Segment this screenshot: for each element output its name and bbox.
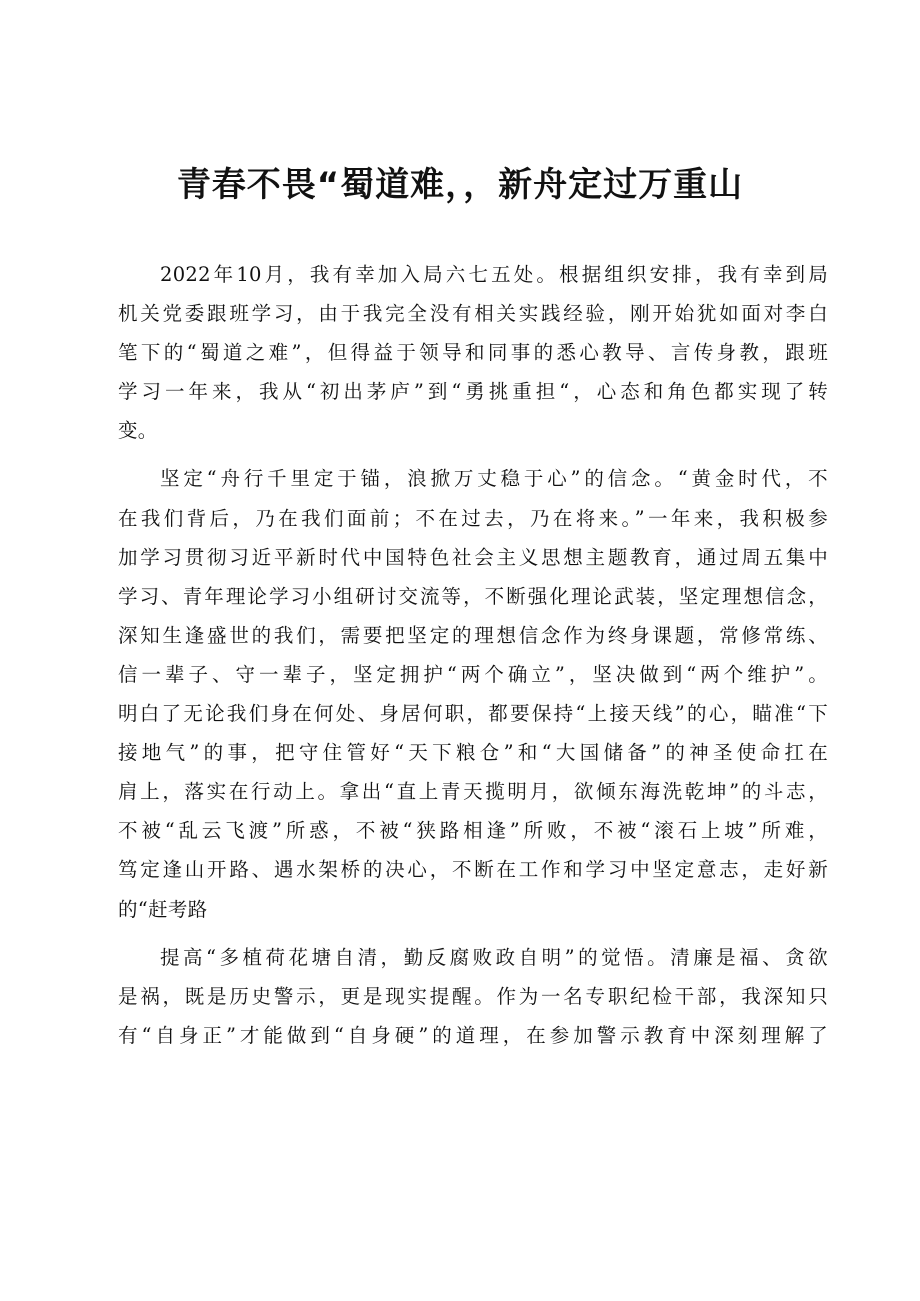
paragraph-spacer (118, 929, 828, 938)
text-line: 明白了无论我们身在何处、身居何职，都要保持“上接天线”的心，瞄准“下 (118, 702, 828, 726)
text-line: 变。 (118, 419, 158, 443)
text-line: 信一辈子、守一辈子，坚定拥护“两个确立”，坚决做到“两个维护”。 (118, 662, 828, 686)
text-line: 提高“多植荷花塘自清，勤反腐败政自明”的觉悟。清廉是福、贪欲 (160, 945, 828, 969)
text-line: 机关党委跟班学习，由于我完全没有相关实践经验，刚开始犹如面对李白 (118, 302, 828, 326)
text-line: 是祸，既是历史警示，更是现实提醒。作为一名专职纪检干部，我深知只 (118, 984, 828, 1008)
document-body (118, 255, 828, 1055)
text-line: 2022年10月，我有幸加入局六七五处。根据组织安排，我有幸到局 (160, 263, 828, 286)
paragraph-2 (118, 459, 828, 928)
text-line: 坚定“舟行千里定于锚，浪掀万丈稳于心”的信念。“黄金时代，不 (160, 467, 828, 491)
text-line: 深知生逢盛世的我们，需要把坚定的理想信念作为终身课题，常修常练、 (118, 623, 828, 647)
text-line: 学习、青年理论学习小组研讨交流等，不断强化理论武装，坚定理想信念， (118, 584, 828, 608)
text-line: 笔下的“蜀道之难”，但得益于领导和同事的悉心教导、言传身教，跟班 (118, 341, 828, 365)
paragraph-1 (118, 255, 828, 450)
text-line: 肩上，落实在行动上。拿出“直上青天揽明月，欲倾东海洗乾坤”的斗志， (118, 780, 828, 804)
text-line: 的“赶考路 (118, 897, 208, 921)
paragraph-3 (118, 938, 828, 1055)
text-line: 接地气”的事，把守住管好“天下粮仓”和“大国储备”的神圣使命扛在 (118, 741, 828, 765)
text-line: 加学习贯彻习近平新时代中国特色社会主义思想主题教育，通过周五集中 (118, 545, 828, 569)
text-line: 在我们背后，乃在我们面前；不在过去，乃在将来。”一年来，我积极参 (118, 506, 828, 530)
text-line: 笃定逢山开路、遇水架桥的决心，不断在工作和学习中坚定意志，走好新 (118, 858, 828, 882)
text-line: 有“自身正”才能做到“自身硬”的道理，在参加警示教育中深刻理解了 (118, 1023, 828, 1047)
paragraph-spacer (118, 450, 828, 459)
document-title: 青春不畏“蜀道难，，新舟定过万重山 (176, 165, 744, 205)
text-line: 学习一年来，我从“初出茅庐”到“勇挑重担“，心态和角色都实现了转 (118, 380, 828, 404)
text-line: 不被“乱云飞渡”所惑，不被“狭路相逢”所败，不被“滚石上坡”所难， (118, 819, 828, 843)
